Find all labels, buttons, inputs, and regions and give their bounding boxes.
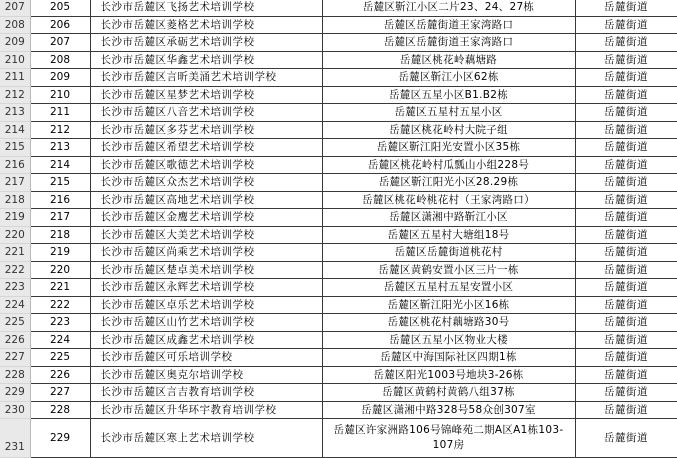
serial-number-cell[interactable]: 215 xyxy=(30,174,90,192)
school-name-cell[interactable]: 长沙市岳麓区歌德艺术培训学校 xyxy=(90,156,322,174)
serial-number-cell[interactable]: 216 xyxy=(30,191,90,209)
row-number[interactable]: 218 xyxy=(0,191,30,209)
address-cell[interactable]: 岳麓区黄鹤村黄鹤八组37栋 xyxy=(322,384,575,402)
row-number[interactable]: 211 xyxy=(0,69,30,87)
street-cell[interactable]: 岳麓街道 xyxy=(575,296,677,314)
table-row[interactable] xyxy=(0,209,677,227)
address-cell[interactable]: 岳麓区靳江阳光安置小区35栋 xyxy=(322,139,575,157)
school-name-cell[interactable]: 长沙市岳麓区成鑫艺术培训学校 xyxy=(90,331,322,349)
row-number[interactable]: 219 xyxy=(0,209,30,227)
serial-number-cell[interactable]: 221 xyxy=(30,279,90,297)
address-cell[interactable]: 岳麓区靳江小区62栋 xyxy=(322,69,575,87)
table-row[interactable] xyxy=(0,16,677,34)
street-cell[interactable]: 岳麓街道 xyxy=(575,174,677,192)
serial-number-cell[interactable]: 219 xyxy=(30,244,90,262)
school-name-cell[interactable]: 长沙市岳麓区永辉艺术培训学校 xyxy=(90,279,322,297)
street-cell[interactable]: 岳麓街道 xyxy=(575,384,677,402)
table-row[interactable] xyxy=(0,244,677,262)
table-row[interactable] xyxy=(0,34,677,52)
row-number[interactable]: 222 xyxy=(0,261,30,279)
school-name-cell[interactable]: 长沙市岳麓区飞扬艺术培训学校 xyxy=(90,0,322,16)
address-cell[interactable]: 岳麓区潇湘中路328号58众创307室 xyxy=(322,401,575,419)
address-cell[interactable]: 岳麓区靳江小区二片23、24、27栋 xyxy=(322,0,575,16)
table-row[interactable] xyxy=(0,419,677,458)
school-name-cell[interactable]: 长沙市岳麓区言吉教育培训学校 xyxy=(90,384,322,402)
serial-number-cell[interactable]: 212 xyxy=(30,121,90,139)
street-cell[interactable]: 岳麓街道 xyxy=(575,0,677,16)
table-row[interactable] xyxy=(0,0,677,16)
table-row[interactable] xyxy=(0,366,677,384)
street-cell[interactable]: 岳麓街道 xyxy=(575,191,677,209)
table-row[interactable] xyxy=(0,156,677,174)
school-name-cell[interactable]: 长沙市岳麓区大美艺术培训学校 xyxy=(90,226,322,244)
table-row[interactable] xyxy=(0,86,677,104)
address-cell[interactable]: 岳麓区岳麓街道王家湾路口 xyxy=(322,34,575,52)
street-cell[interactable]: 岳麓街道 xyxy=(575,156,677,174)
school-name-cell[interactable]: 长沙市岳麓区奥克尔培训学校 xyxy=(90,366,322,384)
school-name-cell[interactable]: 长沙市岳麓区卓乐艺术培训学校 xyxy=(90,296,322,314)
school-name-cell[interactable]: 长沙市岳麓区金鹰艺术培训学校 xyxy=(90,209,322,227)
serial-number-cell[interactable]: 217 xyxy=(30,209,90,227)
address-cell[interactable]: 岳麓区岳麓街道王家湾路口 xyxy=(322,16,575,34)
street-cell[interactable]: 岳麓街道 xyxy=(575,314,677,332)
table-row[interactable] xyxy=(0,69,677,87)
table-row[interactable] xyxy=(0,331,677,349)
serial-number-cell[interactable]: 214 xyxy=(30,156,90,174)
serial-number-cell[interactable]: 207 xyxy=(30,34,90,52)
street-cell[interactable]: 岳麓街道 xyxy=(575,139,677,157)
serial-number-cell[interactable]: 226 xyxy=(30,366,90,384)
street-cell[interactable]: 岳麓街道 xyxy=(575,401,677,419)
school-name-cell[interactable]: 长沙市岳麓区尚乘艺术培训学校 xyxy=(90,244,322,262)
address-cell[interactable]: 岳麓区许家洲路106号锦峰苑二期A区A1栋103-107房 xyxy=(322,419,575,458)
row-number[interactable]: 207 xyxy=(0,0,30,16)
table-row[interactable] xyxy=(0,384,677,402)
serial-number-cell[interactable]: 218 xyxy=(30,226,90,244)
table-row[interactable] xyxy=(0,226,677,244)
serial-number-cell[interactable]: 208 xyxy=(30,51,90,69)
address-cell[interactable]: 岳麓区阳光1003号地块3-26栋 xyxy=(322,366,575,384)
table-row[interactable] xyxy=(0,191,677,209)
street-cell[interactable]: 岳麓街道 xyxy=(575,331,677,349)
school-name-cell[interactable]: 长沙市岳麓区寒上艺术培训学校 xyxy=(90,419,322,458)
row-number[interactable]: 215 xyxy=(0,139,30,157)
row-number[interactable]: 216 xyxy=(0,156,30,174)
school-name-cell[interactable]: 长沙市岳麓区星梦艺术培训学校 xyxy=(90,86,322,104)
street-cell[interactable]: 岳麓街道 xyxy=(575,261,677,279)
school-name-cell[interactable]: 长沙市岳麓区菱格艺术培训学校 xyxy=(90,16,322,34)
street-cell[interactable]: 岳麓街道 xyxy=(575,349,677,367)
row-number[interactable]: 210 xyxy=(0,51,30,69)
row-number[interactable]: 212 xyxy=(0,86,30,104)
serial-number-cell[interactable]: 206 xyxy=(30,16,90,34)
address-cell[interactable]: 岳麓区五星小区物业大楼 xyxy=(322,331,575,349)
row-number[interactable]: 227 xyxy=(0,349,30,367)
row-number[interactable]: 231 xyxy=(0,419,30,458)
school-name-cell[interactable]: 长沙市岳麓区多芬艺术培训学校 xyxy=(90,121,322,139)
serial-number-cell[interactable]: 220 xyxy=(30,261,90,279)
address-cell[interactable]: 岳麓区桃花村藕塘路30号 xyxy=(322,314,575,332)
address-cell[interactable]: 岳麓区五星村五星小区 xyxy=(322,104,575,122)
street-cell[interactable]: 岳麓街道 xyxy=(575,226,677,244)
address-cell[interactable]: 岳麓区五星小区B1.B2栋 xyxy=(322,86,575,104)
table-row[interactable] xyxy=(0,279,677,297)
serial-number-cell[interactable]: 210 xyxy=(30,86,90,104)
address-cell[interactable]: 岳麓区靳江阳光小区28.29栋 xyxy=(322,174,575,192)
row-number[interactable]: 220 xyxy=(0,226,30,244)
address-cell[interactable]: 岳麓区五星村大塘组18号 xyxy=(322,226,575,244)
serial-number-cell[interactable]: 228 xyxy=(30,401,90,419)
street-cell[interactable]: 岳麓街道 xyxy=(575,69,677,87)
serial-number-cell[interactable]: 209 xyxy=(30,69,90,87)
row-number[interactable]: 213 xyxy=(0,104,30,122)
row-number[interactable]: 226 xyxy=(0,331,30,349)
address-cell[interactable]: 岳麓区桃花岭村大院子组 xyxy=(322,121,575,139)
address-cell[interactable]: 岳麓区潇湘中路靳江小区 xyxy=(322,209,575,227)
table-row[interactable] xyxy=(0,104,677,122)
row-number[interactable]: 224 xyxy=(0,296,30,314)
street-cell[interactable]: 岳麓街道 xyxy=(575,366,677,384)
street-cell[interactable]: 岳麓街道 xyxy=(575,244,677,262)
row-number[interactable]: 209 xyxy=(0,34,30,52)
row-number[interactable]: 229 xyxy=(0,384,30,402)
street-cell[interactable]: 岳麓街道 xyxy=(575,51,677,69)
school-name-cell[interactable]: 长沙市岳麓区众杰艺术培训学校 xyxy=(90,174,322,192)
address-cell[interactable]: 岳麓区岳麓街道桃花村 xyxy=(322,244,575,262)
table-row[interactable] xyxy=(0,174,677,192)
school-name-cell[interactable]: 长沙市岳麓区楚卓美术培训学校 xyxy=(90,261,322,279)
address-cell[interactable]: 岳麓区五星村五星安置小区 xyxy=(322,279,575,297)
table-row[interactable] xyxy=(0,314,677,332)
address-cell[interactable]: 岳麓区桃花岭村瓜瓢山小组228号 xyxy=(322,156,575,174)
address-cell[interactable]: 岳麓区桃花岭藕塘路 xyxy=(322,51,575,69)
table-row[interactable] xyxy=(0,121,677,139)
serial-number-cell[interactable]: 224 xyxy=(30,331,90,349)
row-number[interactable]: 217 xyxy=(0,174,30,192)
school-name-cell[interactable]: 长沙市岳麓区高地艺术培训学校 xyxy=(90,191,322,209)
address-cell[interactable]: 岳麓区靳江阳光小区16栋 xyxy=(322,296,575,314)
serial-number-cell[interactable]: 229 xyxy=(30,419,90,458)
street-cell[interactable]: 岳麓街道 xyxy=(575,34,677,52)
table-row[interactable] xyxy=(0,139,677,157)
serial-number-cell[interactable]: 213 xyxy=(30,139,90,157)
school-name-cell[interactable]: 长沙市岳麓区华鑫艺术培训学校 xyxy=(90,51,322,69)
address-cell[interactable]: 岳麓区中海国际社区四期1栋 xyxy=(322,349,575,367)
table-row[interactable] xyxy=(0,261,677,279)
serial-number-cell[interactable]: 211 xyxy=(30,104,90,122)
school-name-cell[interactable]: 长沙市岳麓区升华环宇教育培训学校 xyxy=(90,401,322,419)
street-cell[interactable]: 岳麓街道 xyxy=(575,209,677,227)
street-cell[interactable]: 岳麓街道 xyxy=(575,86,677,104)
address-cell[interactable]: 岳麓区黄鹤安置小区三片一栋 xyxy=(322,261,575,279)
row-number[interactable]: 223 xyxy=(0,279,30,297)
street-cell[interactable]: 岳麓街道 xyxy=(575,104,677,122)
serial-number-cell[interactable]: 227 xyxy=(30,384,90,402)
school-name-cell[interactable]: 长沙市岳麓区可乐培训学校 xyxy=(90,349,322,367)
row-number[interactable]: 225 xyxy=(0,314,30,332)
street-cell[interactable]: 岳麓街道 xyxy=(575,121,677,139)
serial-number-cell[interactable]: 222 xyxy=(30,296,90,314)
table-row[interactable] xyxy=(0,401,677,419)
table-row[interactable] xyxy=(0,51,677,69)
school-name-cell[interactable]: 长沙市岳麓区承砺艺术培训学校 xyxy=(90,34,322,52)
row-number[interactable]: 230 xyxy=(0,401,30,419)
table-row[interactable] xyxy=(0,296,677,314)
school-name-cell[interactable]: 长沙市岳麓区言昕美涌艺术培训学校 xyxy=(90,69,322,87)
row-number[interactable]: 228 xyxy=(0,366,30,384)
school-name-cell[interactable]: 长沙市岳麓区八音艺术培训学校 xyxy=(90,104,322,122)
serial-number-cell[interactable]: 205 xyxy=(30,0,90,16)
table-row[interactable] xyxy=(0,349,677,367)
street-cell[interactable]: 岳麓街道 xyxy=(575,419,677,458)
row-number[interactable]: 208 xyxy=(0,16,30,34)
address-cell[interactable]: 岳麓区桃花岭桃花村（王家湾路口） xyxy=(322,191,575,209)
street-cell[interactable]: 岳麓街道 xyxy=(575,279,677,297)
serial-number-cell[interactable]: 223 xyxy=(30,314,90,332)
row-number[interactable]: 214 xyxy=(0,121,30,139)
street-cell[interactable]: 岳麓街道 xyxy=(575,16,677,34)
school-name-cell[interactable]: 长沙市岳麓区山竹艺术培训学校 xyxy=(90,314,322,332)
row-number[interactable]: 221 xyxy=(0,244,30,262)
serial-number-cell[interactable]: 225 xyxy=(30,349,90,367)
school-name-cell[interactable]: 长沙市岳麓区希望艺术培训学校 xyxy=(90,139,322,157)
